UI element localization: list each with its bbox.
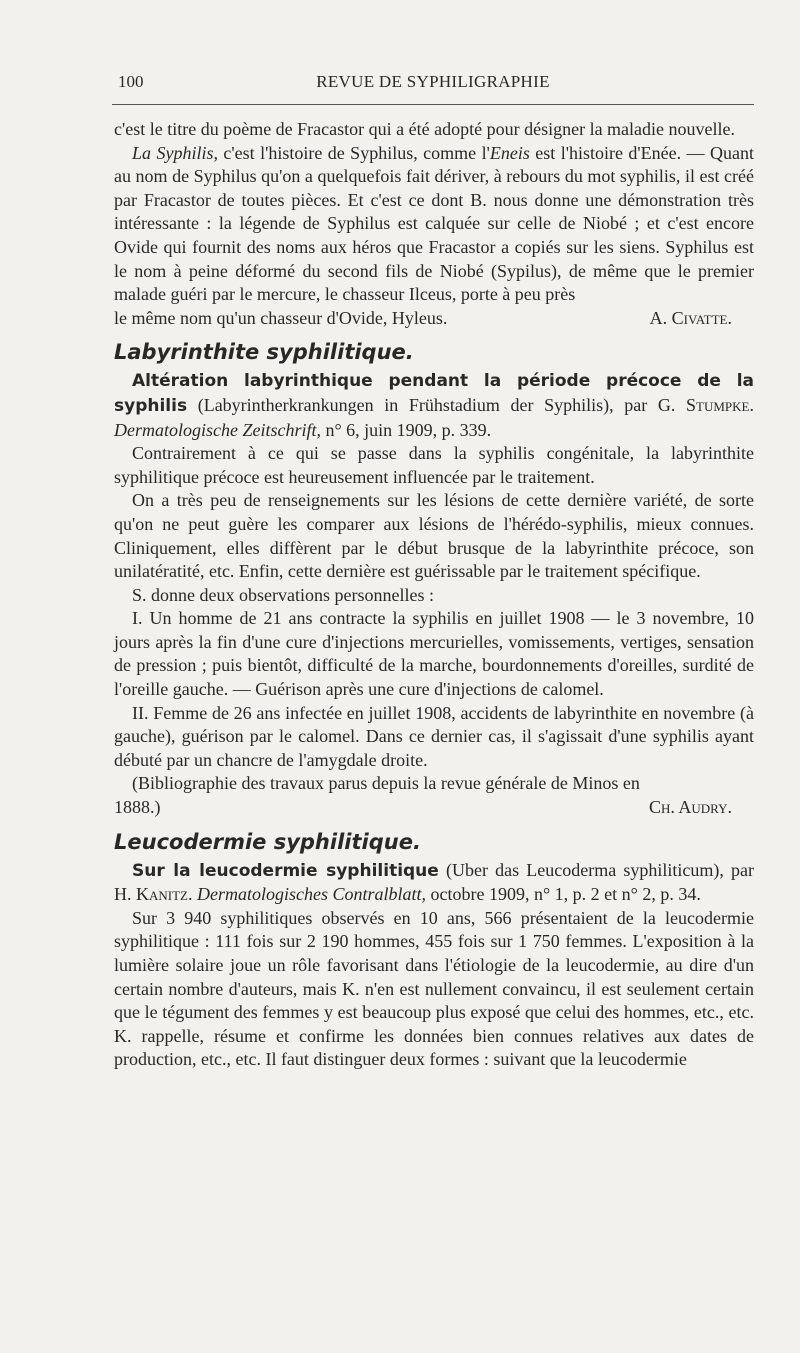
section-heading-labyrinthite: Labyrinthite syphilitique. xyxy=(114,340,414,365)
intro-paragraph-1: c'est le titre du poème de Fracastor qui a été adopté pour désigner la maladie nouvelle. xyxy=(114,119,736,139)
intro-last-line xyxy=(114,307,754,331)
author-2: Kanitz. xyxy=(136,884,193,905)
header-rule xyxy=(112,104,754,105)
intro-last-text: le même nom qu'un chasseur d'Ovide, Hyleus. xyxy=(114,307,448,328)
page-header xyxy=(112,70,754,100)
page-body xyxy=(114,118,754,1072)
section1-paragraph: On a très peu de renseignements sur les lésions de cette dernière variété, de sorte qu'on ne peut guère les comparer aux lésions de l'hérédo-syphilis, mieux connues. Cliniquement, elles diffèrent par le début brusque de la labyrinthite précoce, son unilatératité, etc. Enfin, cette dernière est guérissable par le traitement spécifique. xyxy=(114,490,754,582)
section1-paragraph: S. donne deux observations personnelles : xyxy=(132,584,434,605)
section1-paragraph: I. Un homme de 21 ans contracte la syphilis en juillet 1908 — le 3 novembre, 10 jours après la fin d'une cure d'injections mercurielles, vomissements, vertiges, sensation de pression ; puis bientôt, difficulté de la marche, bourdonnements d'oreilles, surdité de l'oreille gauche. — Guérison après une cure d'injections de calomel. xyxy=(114,608,754,700)
journal-2: Dermatologisches Contralblatt, xyxy=(192,884,426,905)
citation-1b: n° 6, juin 1909, p. 339. xyxy=(320,419,492,440)
article-citation-2 xyxy=(114,859,754,907)
citation-2a: (Uber das Leucoderma syphiliticum), par H. xyxy=(114,859,754,905)
intro-text-a: c'est l'histoire de Syphilus, comme l' xyxy=(217,142,490,163)
article-title-1: Altération labyrinthique pendant la période précoce de la syphilis xyxy=(114,371,754,416)
journal-1: Dermatologische Zeitschrift, xyxy=(114,419,321,440)
article-title-2: Sur la leucodermie syphilitique xyxy=(132,860,439,881)
signature-audry: Ch. Audry. xyxy=(648,797,732,818)
signature-civatte: A. Civatte. xyxy=(649,307,732,328)
article-citation-1 xyxy=(114,369,754,442)
citation-2b: octobre 1909, n° 1, p. 2 et n° 2, p. 34. xyxy=(426,884,701,905)
intro-lead: La Syphilis, xyxy=(132,142,218,163)
bibliography-year: 1888.) xyxy=(114,797,161,818)
section2-paragraph: Sur 3 940 syphilitiques observés en 10 ans, 566 présentaient de la leucodermie syphilitique : 111 fois sur 2 190 hommes, 455 fois sur 1 750 femmes. L'exposition à la lumière solaire joue un rôle favorisant dans l'étiologie de la leucodermie, au dire d'un certain nombre d'auteurs, mais K. n'en est nullement convaincu, il est seulement certain que le tégument des femmes y est beaucoup plus exposé que celui des hommes, etc., etc. K. rappelle, résume et confirme les données bien connues relatives aux dates de production, etc., etc. Il faut distinguer deux formes : suivant que la leucodermie xyxy=(114,907,754,1070)
intro-eneis: Eneis xyxy=(489,142,530,163)
intro-text-b: est l'histoire d'Enée. — Quant au nom de Syphilus qu'on a quelquefois fait dériver, à rebours du mot syphilis, il est créé par Fracastor de toutes pièces. Et c'est ce dont B. nous donne une démonstration très intéressante : la légende de Syphilus est calquée sur celle de Niobé ; et c'est encore Ovide qui fournit des noms aux héros que Fracastor a copiés sur les siens. Syphilus est le nom à peine déformé du second fils de Niobé (Sypilus), de même que le premier malade guéri par le mercure, le chasseur Ilceus, porte à peu près xyxy=(114,142,754,305)
section-heading-leucodermie: Leucodermie syphilitique. xyxy=(114,829,421,854)
section1-paragraph: II. Femme de 26 ans infectée en juillet 1908, accidents de labyrinthite en novembre (à gauche), guérison par le calomel. Dans ce dernier cas, il s'agissait d'une syphilis ayant débuté par un chancre de l'amygdale droite. xyxy=(114,702,754,770)
page-number: 100 xyxy=(118,72,144,91)
intro-paragraph-2 xyxy=(114,142,754,307)
bibliography-note: (Bibliographie des travaux parus depuis la revue générale de Minos en xyxy=(132,773,640,794)
citation-1a: (Labyrintherkrankungen in Frühstadium der Syphilis), par G. xyxy=(187,394,687,415)
running-title: REVUE DE SYPHILIGRAPHIE xyxy=(316,72,550,91)
section1-paragraph: Contrairement à ce qui se passe dans la syphilis congénitale, la labyrinthite syphilitique précoce est heureusement influencée par le traitement. xyxy=(114,443,754,487)
bibliography-last-line xyxy=(114,796,754,820)
author-1: Stumpke. xyxy=(686,394,754,415)
